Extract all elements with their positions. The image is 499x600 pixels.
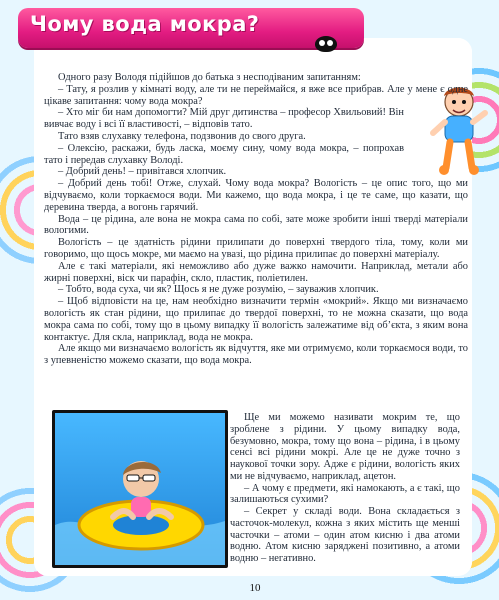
page-title: Чому вода мокра?: [30, 12, 260, 36]
paragraph: – Тату, я розлив у кімнаті воду, але ти не переймайся, я вже все прибрав. Але у мене є одне цікаве запитання: чому вода мокра?: [44, 83, 468, 107]
paragraph: Одного разу Володя підійшов до батька з несподіваним запитанням:: [58, 72, 361, 83]
paragraph: – Тобто, вода суха, чи як? Щось я не дуже розумію, – зауважив хлопчик.: [58, 284, 379, 296]
paragraph: Тато взяв слухавку телефона, подзвонив до свого друга.: [58, 131, 306, 143]
paragraph: – А чому є предмети, які намокають, а є такі, що залишаються сухими?: [230, 482, 460, 506]
ladybug-icon: [315, 36, 337, 52]
paragraph: Але є такі матеріали, які неможливо або дуже важко намочити. Наприклад, метали або жирні поверхні, віск чи парафін, скло, пластик, поліетилен.: [44, 260, 468, 284]
paragraph: Ще ми можемо називати мокрим те, що зроблене з рідини. У цьому випадку вода, безумовно, мокра, тому що вона – рідина, і в цьому сенсі всі рідини мокрі. Але це не дуже точно з наукової точки зору. Адже є рідини, вологість яких ми не відчуваємо, наприклад, ацетон.: [230, 412, 460, 482]
child-in-swim-ring-photo: [52, 410, 228, 568]
article-text-right-column: [230, 412, 460, 565]
paragraph: – Добрий день! – привітався хлопчик.: [58, 166, 227, 178]
article-text: [44, 72, 468, 367]
paragraph: – Олексію, раскажи, будь ласка, моєму сину, чому вода мокра, – попрохав тато і передав слухавку Володі.: [44, 142, 404, 166]
paragraph: – Секрет у складі води. Вона складається з часточок-молекул, кожна з яких містить ще менші часточки – атоми – один атом кисню і два атоми водню. Атом кисню заряджені позитивно, а атоми водню – негативно.: [230, 506, 460, 564]
paragraph: – Хто міг би нам допомогти? Мій друг дитинства – професор Хвильовий! Він вивчає воду і всі її властивості, – відповів тато.: [44, 107, 404, 131]
paragraph: – Щоб відповісти на це, нам необхідно визначити термін «мокрий». Якщо ми визначаємо вологість як стан рідини, що прилипає до твердої поверхні, то не можна сказати, що вода мокра сама по собі, тому що в цьому випадку її вологість залежатиме від об’єкта, з яким вона контактує. Для скла, наприклад, вода не мокра.: [44, 296, 468, 343]
paragraph: Вода – це рідина, але вона не мокра сама по собі, зате може зробити інші тверді матеріали вологими.: [44, 213, 468, 237]
paragraph: Але якщо ми визначаємо вологість як відчуття, яке ми отримуємо, коли торкаємося води, то з упевненістю можемо сказати, що вода мокра.: [44, 343, 468, 367]
paragraph: – Добрий день тобі! Отже, слухай. Чому вода мокра? Вологість – це опис того, що ми відчуваємо, коли торкаємося води. Ми кажемо, що вода мокра, і це те саме, що казати, що деревина тверда, а вогонь гарячий.: [44, 178, 468, 213]
paragraph: Вологість – це здатність рідини прилипати до поверхні твердого тіла, тому, коли ми говоримо, що щось мокре, ми маємо на увазі, що рідина прилипає до поверхні матеріалу.: [44, 237, 468, 260]
page-number: 10: [249, 582, 261, 594]
